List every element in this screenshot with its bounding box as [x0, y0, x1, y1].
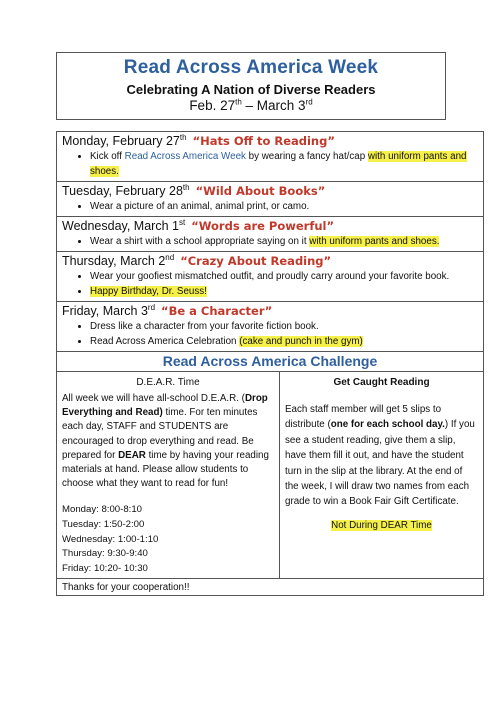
schedule-day-2	[57, 217, 483, 252]
dear-times-list	[57, 503, 279, 576]
bullet-item: • Wear your goofiest mismatched outfit, and proudly carry around your favorite book.	[90, 269, 478, 284]
day-theme: “Hats Off to Reading”	[192, 134, 335, 148]
caught-description: Each staff member will get 5 slips to distribute (one for each school day.) If you see a student reading, give them a slip, have them fill it out, and have the student turn in the slip at the library. At the end of the week, I will draw two names from each grade to win a Book Fair Gift Certificate.	[285, 404, 475, 508]
caught-column	[280, 372, 483, 578]
page-subtitle: Celebrating A Nation of Diverse Readers	[126, 82, 376, 97]
dear-time-item: Monday: 8:00-8:10	[62, 504, 143, 516]
day-bullets	[62, 234, 478, 249]
day-heading: Tuesday, February 28th “Wild About Books”	[62, 182, 326, 198]
bullet-item: • Dress like a character from your favorite fiction book.	[90, 319, 478, 334]
schedule-day-0	[57, 132, 483, 182]
day-bullets	[62, 149, 478, 179]
day-theme: “Words are Powerful”	[191, 219, 335, 233]
day-heading: Friday, March 3rd “Be a Character”	[62, 302, 273, 318]
thanks-note: Thanks for your cooperation!!	[62, 582, 190, 593]
bullet-item: • Wear a shirt with a school appropriate saying on it with uniform pants and shoes.	[90, 234, 478, 249]
day-bullets	[62, 319, 478, 349]
challenge-box	[56, 351, 484, 596]
day-theme: “Wild About Books”	[195, 184, 326, 198]
dear-column	[57, 372, 280, 578]
schedule-day-3	[57, 252, 483, 302]
header-box	[56, 52, 446, 120]
day-bullets	[62, 269, 478, 299]
bullet-item: • Wear a picture of an animal, animal print, or camo.	[90, 199, 478, 214]
challenge-columns	[57, 371, 483, 579]
caught-heading: Get Caught Reading	[333, 377, 430, 388]
bullet-item: • Happy Birthday, Dr. Seuss!	[90, 284, 478, 299]
dear-heading: D.E.A.R. Time	[136, 377, 200, 388]
day-theme: “Be a Character”	[161, 304, 273, 318]
day-bullets	[62, 199, 478, 214]
dear-time-item: Wednesday: 1:00-1:10	[62, 533, 159, 545]
dear-description: All week we will have all-school D.E.A.R. (Drop Everything and Read) time. For ten minutes each day, STAFF and STUDENTS are encouraged to drop everything and read. Be prepared for DEAR time by having your reading materials at hand. Please allow students to choose what they want to read for fun!	[62, 393, 269, 490]
day-heading: Thursday, March 2nd “Crazy About Reading”	[62, 252, 332, 268]
bullet-item: • Kick off Read Across America Week by wearing a fancy hat/cap with uniform pants and shoes.	[90, 149, 478, 179]
date-range: Feb. 27th – March 3rd	[189, 97, 313, 113]
caught-note: Not During DEAR Time	[331, 519, 432, 531]
bullet-item: • Read Across America Celebration (cake and punch in the gym)	[90, 334, 478, 349]
dear-time-item: Friday: 10:20- 10:30	[62, 562, 148, 574]
schedule-table	[56, 131, 484, 352]
page-title: Read Across America Week	[123, 57, 379, 78]
dear-time-item: Thursday: 9:30-9:40	[62, 548, 148, 560]
challenge-title: Read Across America Challenge	[162, 353, 378, 369]
schedule-day-4	[57, 302, 483, 352]
schedule-day-1	[57, 182, 483, 217]
dear-time-item: Tuesday: 1:50-2:00	[62, 519, 145, 531]
day-theme: “Crazy About Reading”	[180, 254, 332, 268]
day-heading: Wednesday, March 1st “Words are Powerful”	[62, 217, 335, 233]
day-heading: Monday, February 27th “Hats Off to Reading”	[62, 132, 335, 148]
